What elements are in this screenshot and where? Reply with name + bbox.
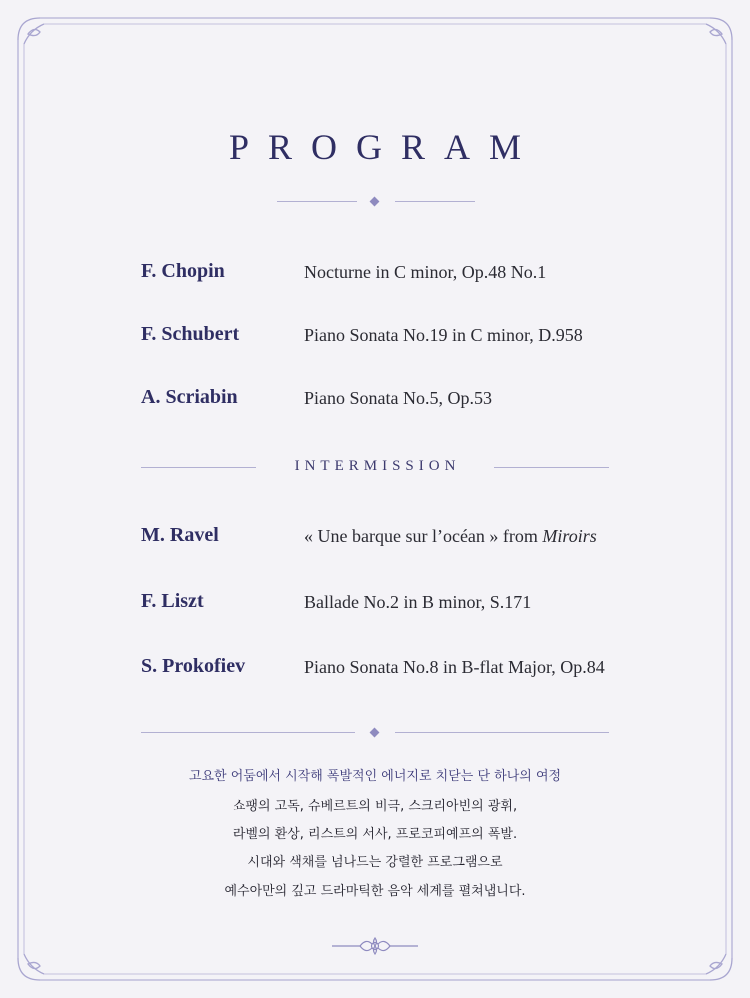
work-title: Piano Sonata No.19 in C minor, D.958 (304, 325, 583, 345)
intermission-line-right (494, 467, 609, 468)
diamond-icon (370, 197, 380, 207)
work-title: Piano Sonata No.5, Op.53 (304, 388, 492, 408)
work-title: Ballade No.2 in B minor, S.171 (304, 592, 532, 612)
composer-name: F. Schubert (141, 323, 240, 345)
program-item-schubert (141, 323, 621, 351)
work-title (304, 526, 597, 547)
intermission-label: INTERMISSION (294, 458, 461, 474)
program-item-prokofiev (141, 655, 621, 683)
bottom-divider (0, 727, 750, 739)
page-title: PROGRAM (228, 127, 541, 167)
program-item-scriabin (141, 386, 621, 414)
description-line-1: 고요한 어둠에서 시작해 폭발적인 에너지로 치닫는 단 하나의 여정 (188, 769, 562, 784)
description-line-5: 예수아만의 깊고 드라마틱한 음악 세계를 펼쳐냅니다. (224, 884, 526, 899)
program-item-liszt (141, 590, 621, 618)
work-title-text: « Une barque sur l’océan » from (304, 526, 543, 546)
composer-name: A. Scriabin (141, 386, 238, 408)
floral-ornament-icon (330, 934, 420, 958)
diamond-icon (370, 728, 380, 738)
work-title: Nocturne in C minor, Op.48 No.1 (304, 262, 547, 282)
composer-name: M. Ravel (141, 524, 219, 546)
description-line-2: 쇼팽의 고독, 슈베르트의 비극, 스크리아빈의 광휘, (232, 799, 518, 814)
program-item-ravel (141, 524, 621, 552)
work-title-italic: Miroirs (542, 526, 597, 546)
top-divider (0, 196, 750, 208)
description-line-4: 시대와 색채를 넘나드는 강렬한 프로그램으로 (247, 855, 503, 870)
composer-name: F. Liszt (141, 590, 204, 612)
composer-name: S. Prokofiev (141, 655, 246, 677)
composer-name: F. Chopin (141, 260, 225, 282)
description-line-3: 라벨의 환상, 리스트의 서사, 프로코피예프의 폭발. (232, 827, 518, 842)
work-title: Piano Sonata No.8 in B-flat Major, Op.84 (304, 657, 605, 677)
program-item-chopin (141, 260, 621, 288)
